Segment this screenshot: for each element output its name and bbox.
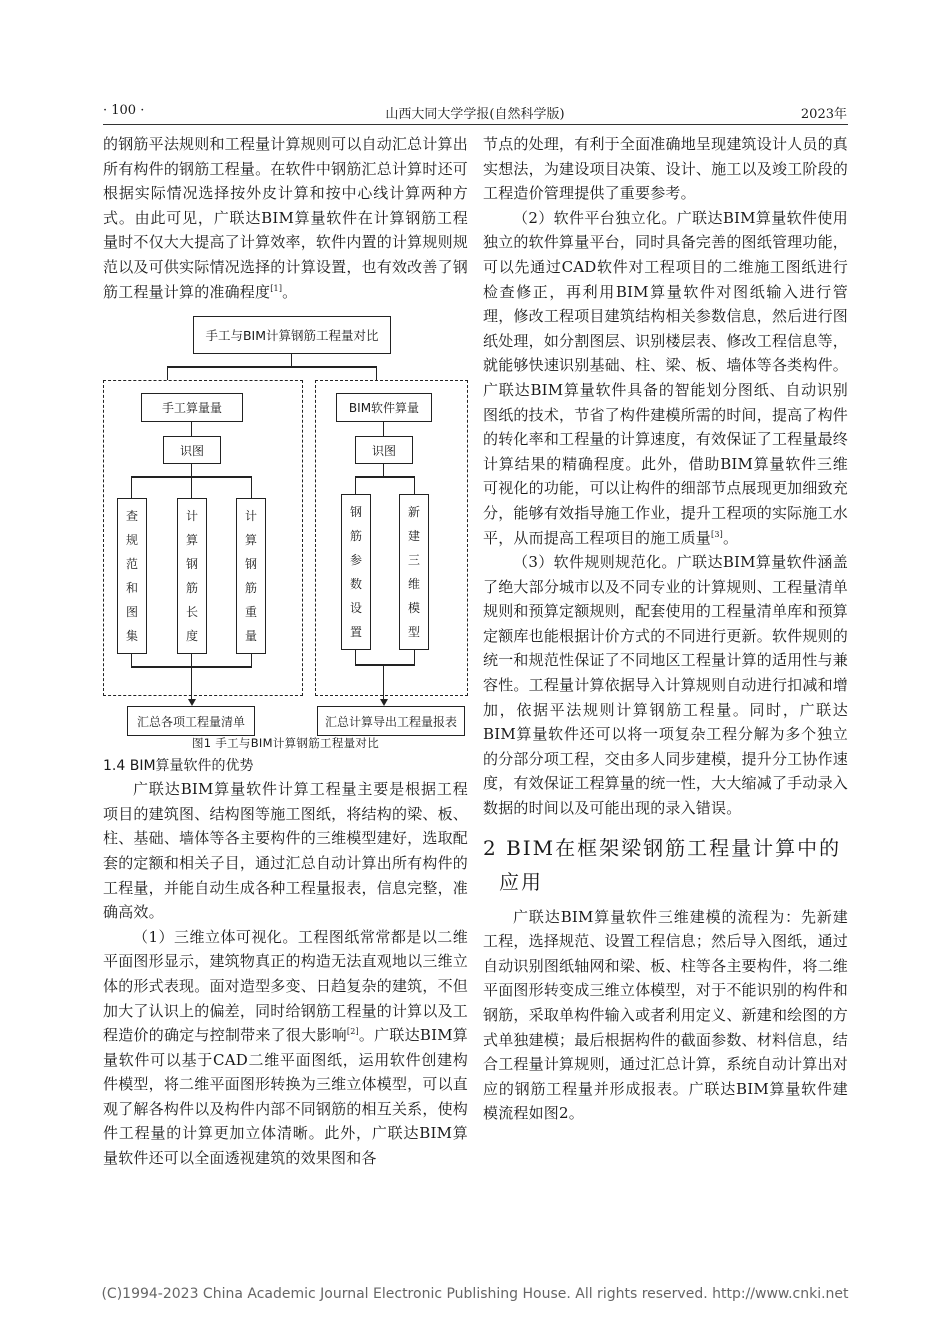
page-number: · 100 · [103,103,145,118]
left-column [103,132,468,1171]
section-heading: 1.4 BIM算量软件的优势 [103,758,254,775]
leaf-char: 钢 [349,505,362,520]
heading-line: 应用 [499,869,543,894]
leaf-char: 模 [407,601,420,616]
text: 。广联达BIM算量软件可以基于CAD二维平面图纸，运用软件创建构件模型，将二维平面图形转换为三维立体模型，可以直观了解各构件以及构件内部不同钢筋的相互关系，使构件工程量的计算更加立体清晰。此外，广联达BIM算量软件还可以全面透视建筑的效果图和各 [103,1026,468,1168]
leaf-char: 规 [125,533,138,548]
paragraph [103,132,468,304]
figure-1 [103,314,468,729]
figure-caption: 图1 手工与BIM计算钢筋工程量对比 [191,736,380,751]
leaf-char: 计 [185,509,198,524]
text: 。 [722,528,739,547]
citation: [3] [711,529,723,539]
citation: [2] [346,1027,359,1037]
manual-leaf-box [177,498,207,654]
manual-identify-box: 识图 [163,436,221,464]
leaf-char: 新 [407,505,420,520]
leaf-char: 和 [125,581,138,596]
leaf-char: 查 [125,509,138,524]
leaf-char: 范 [125,557,138,572]
bim-leaf-box [399,494,429,650]
paragraph: 广联达BIM算量软件三维建模的流程为：先新建工程，选择规范、设置工程信息；然后导入图纸，通过自动识别图纸轴网和梁、板、柱等各主要构件，将二维平面图形转变成三维立体模型，对于不能识别的构件和钢筋，采取单构件输入或者利用定义、新建和绘图的方式单独建模；最后根据构件的截面参数、材料信息，结合工程量计算规则，通过汇总计算，系统自动计算出对应的钢筋工程量并形成报表。广联达BIM算量软件建模流程如图2。 [483,907,848,1123]
leaf-char: 量 [244,629,257,644]
issue-year: 2023年 [800,107,847,122]
bim-identify-box: 识图 [355,436,413,464]
bim-label-box: BIM软件算量 [336,393,432,422]
header-rule [103,124,848,125]
paragraph: （3）软件规则规范化。广联达BIM算量软件涵盖了绝大部分城市以及不同专业的计算规则、工程量清单规则和预算定额规则，配套使用的工程量清单库和预算定额库也能根据计价方式的不同进行更新。软件规则的统一和规范性保证了不同地区工程量计算的适用性与兼容性。工程量计算依据导入计算规则自动进行扣减和增加，依据平法规则计算钢筋工程量。同时，广联达BIM算量软件还可以将一项复杂工程分解为多个独立的分部分项工程，交由多人同步建模，提升分工协作速度，有效保证工程算量的统一性，大大缩减了手动录入数据的时间以及可能出现的录入错误。 [483,553,848,818]
leaf-char: 度 [185,629,198,644]
paragraph [103,925,468,1171]
text: （2）软件平台独立化。广联达BIM算量软件使用独立的软件算量平台，同时具备完善的图纸管理功能，可以先通过CAD软件对工程项目的二维施工图纸进行检查修正，再利用BIM算量软件对图纸输入进行管理，修改工程项目建筑结构相关参数信息，然后进行图纸处理，如分割图层、识别楼层表、修改工程信息等，就能够快速识别基础、柱、梁、板、墙体等各类构件。广联达BIM算量软件具备的智能划分图纸、自动识别图纸的技术，节省了构件建模所需的时间，提高了构件的转化率和工程量的计算速度，有效保证了工程量最终计算结果的精确程度。此外，借助BIM算量软件三维可视化的功能，可以让构件的细部节点展现更加细致充分，能够有效指导施工作业，提升工程项的实际施工水平，从而提高工程项目的施工质量 [483,208,848,547]
text: 。 [282,282,298,301]
text: （1）三维立体可视化。工程图纸常常都是以二维平面图形显示，建筑物真正的构造无法直观地以三维立体的形式表现。面对造型多变、日趋复杂的建筑，不但加大了认识上的偏差，同时给钢筋工程量的计算以及工程造价的确定与控制带来了很大影响 [103,927,468,1045]
leaf-char: 重 [244,605,257,620]
leaf-char: 算 [185,533,198,548]
leaf-char: 图 [125,605,138,620]
leaf-char: 建 [407,529,420,544]
heading-line: 2 BIM在框架梁钢筋工程量计算中的 [483,835,842,860]
right-column [483,132,848,1126]
leaf-char: 维 [407,577,420,592]
manual-label-box: 手工算量量 [141,393,243,422]
leaf-char: 长 [185,605,198,620]
citation: [1] [270,283,283,293]
leaf-char: 筋 [244,581,257,596]
figure-title-box: 手工与BIM计算钢筋工程量对比 [193,316,391,354]
journal-title: 山西大同大学学报(自然科学版) [385,107,565,122]
paragraph [483,206,848,550]
bim-group [315,380,468,696]
leaf-char: 钢 [185,557,198,572]
leaf-char: 置 [349,625,362,640]
leaf-char: 三 [407,553,420,568]
leaf-char: 计 [244,509,257,524]
text: 的钢筋平法规则和工程量计算规则可以自动汇总计算出所有构件的钢筋工程量。在软件中钢筋汇总计算时还可根据实际情况选择按外皮计算和按中心线计算两种方式。由此可见，广联达BIM算量软件在计算钢筋工程量时不仅大大提高了计算效率，软件内置的计算规则规范以及可供实际情况选择的计算设置，也有效改善了钢筋工程量计算的准确程度 [103,135,468,301]
leaf-char: 数 [349,577,362,592]
bim-leaf-box [341,494,371,650]
leaf-char: 设 [349,601,362,616]
leaf-char: 算 [244,533,257,548]
leaf-char: 筋 [185,581,198,596]
section-heading [483,831,848,899]
manual-output-box: 汇总各项工程量清单 [127,706,255,736]
paragraph: 广联达BIM算量软件计算工程量主要是根据工程项目的建筑图、结构图等施工图纸，将结构的梁、板、柱、基础、墙体等各主要构件的三维模型建好，选取配套的定额和相关子目，通过汇总自动计算出所有构件的工程量，并能自动生成各种工程量报表，信息完整，准确高效。 [103,780,468,922]
bim-output-box: 汇总计算导出工程量报表 [317,706,465,736]
paragraph: 节点的处理，有利于全面准确地呈现建筑设计人员的真实想法，为建设项目决策、设计、施工以及竣工阶段的工程造价管理提供了重要参考。 [483,135,848,203]
manual-leaf-box [117,498,147,654]
leaf-char: 型 [407,625,420,640]
leaf-char: 集 [125,629,138,644]
leaf-char: 参 [349,553,362,568]
manual-leaf-box [236,498,266,654]
leaf-char: 钢 [244,557,257,572]
leaf-char: 筋 [349,529,362,544]
copyright-footer: (C)1994-2023 China Academic Journal Electronic Publishing House. All rights reserved. http://www.cnki.net [101,1286,849,1302]
